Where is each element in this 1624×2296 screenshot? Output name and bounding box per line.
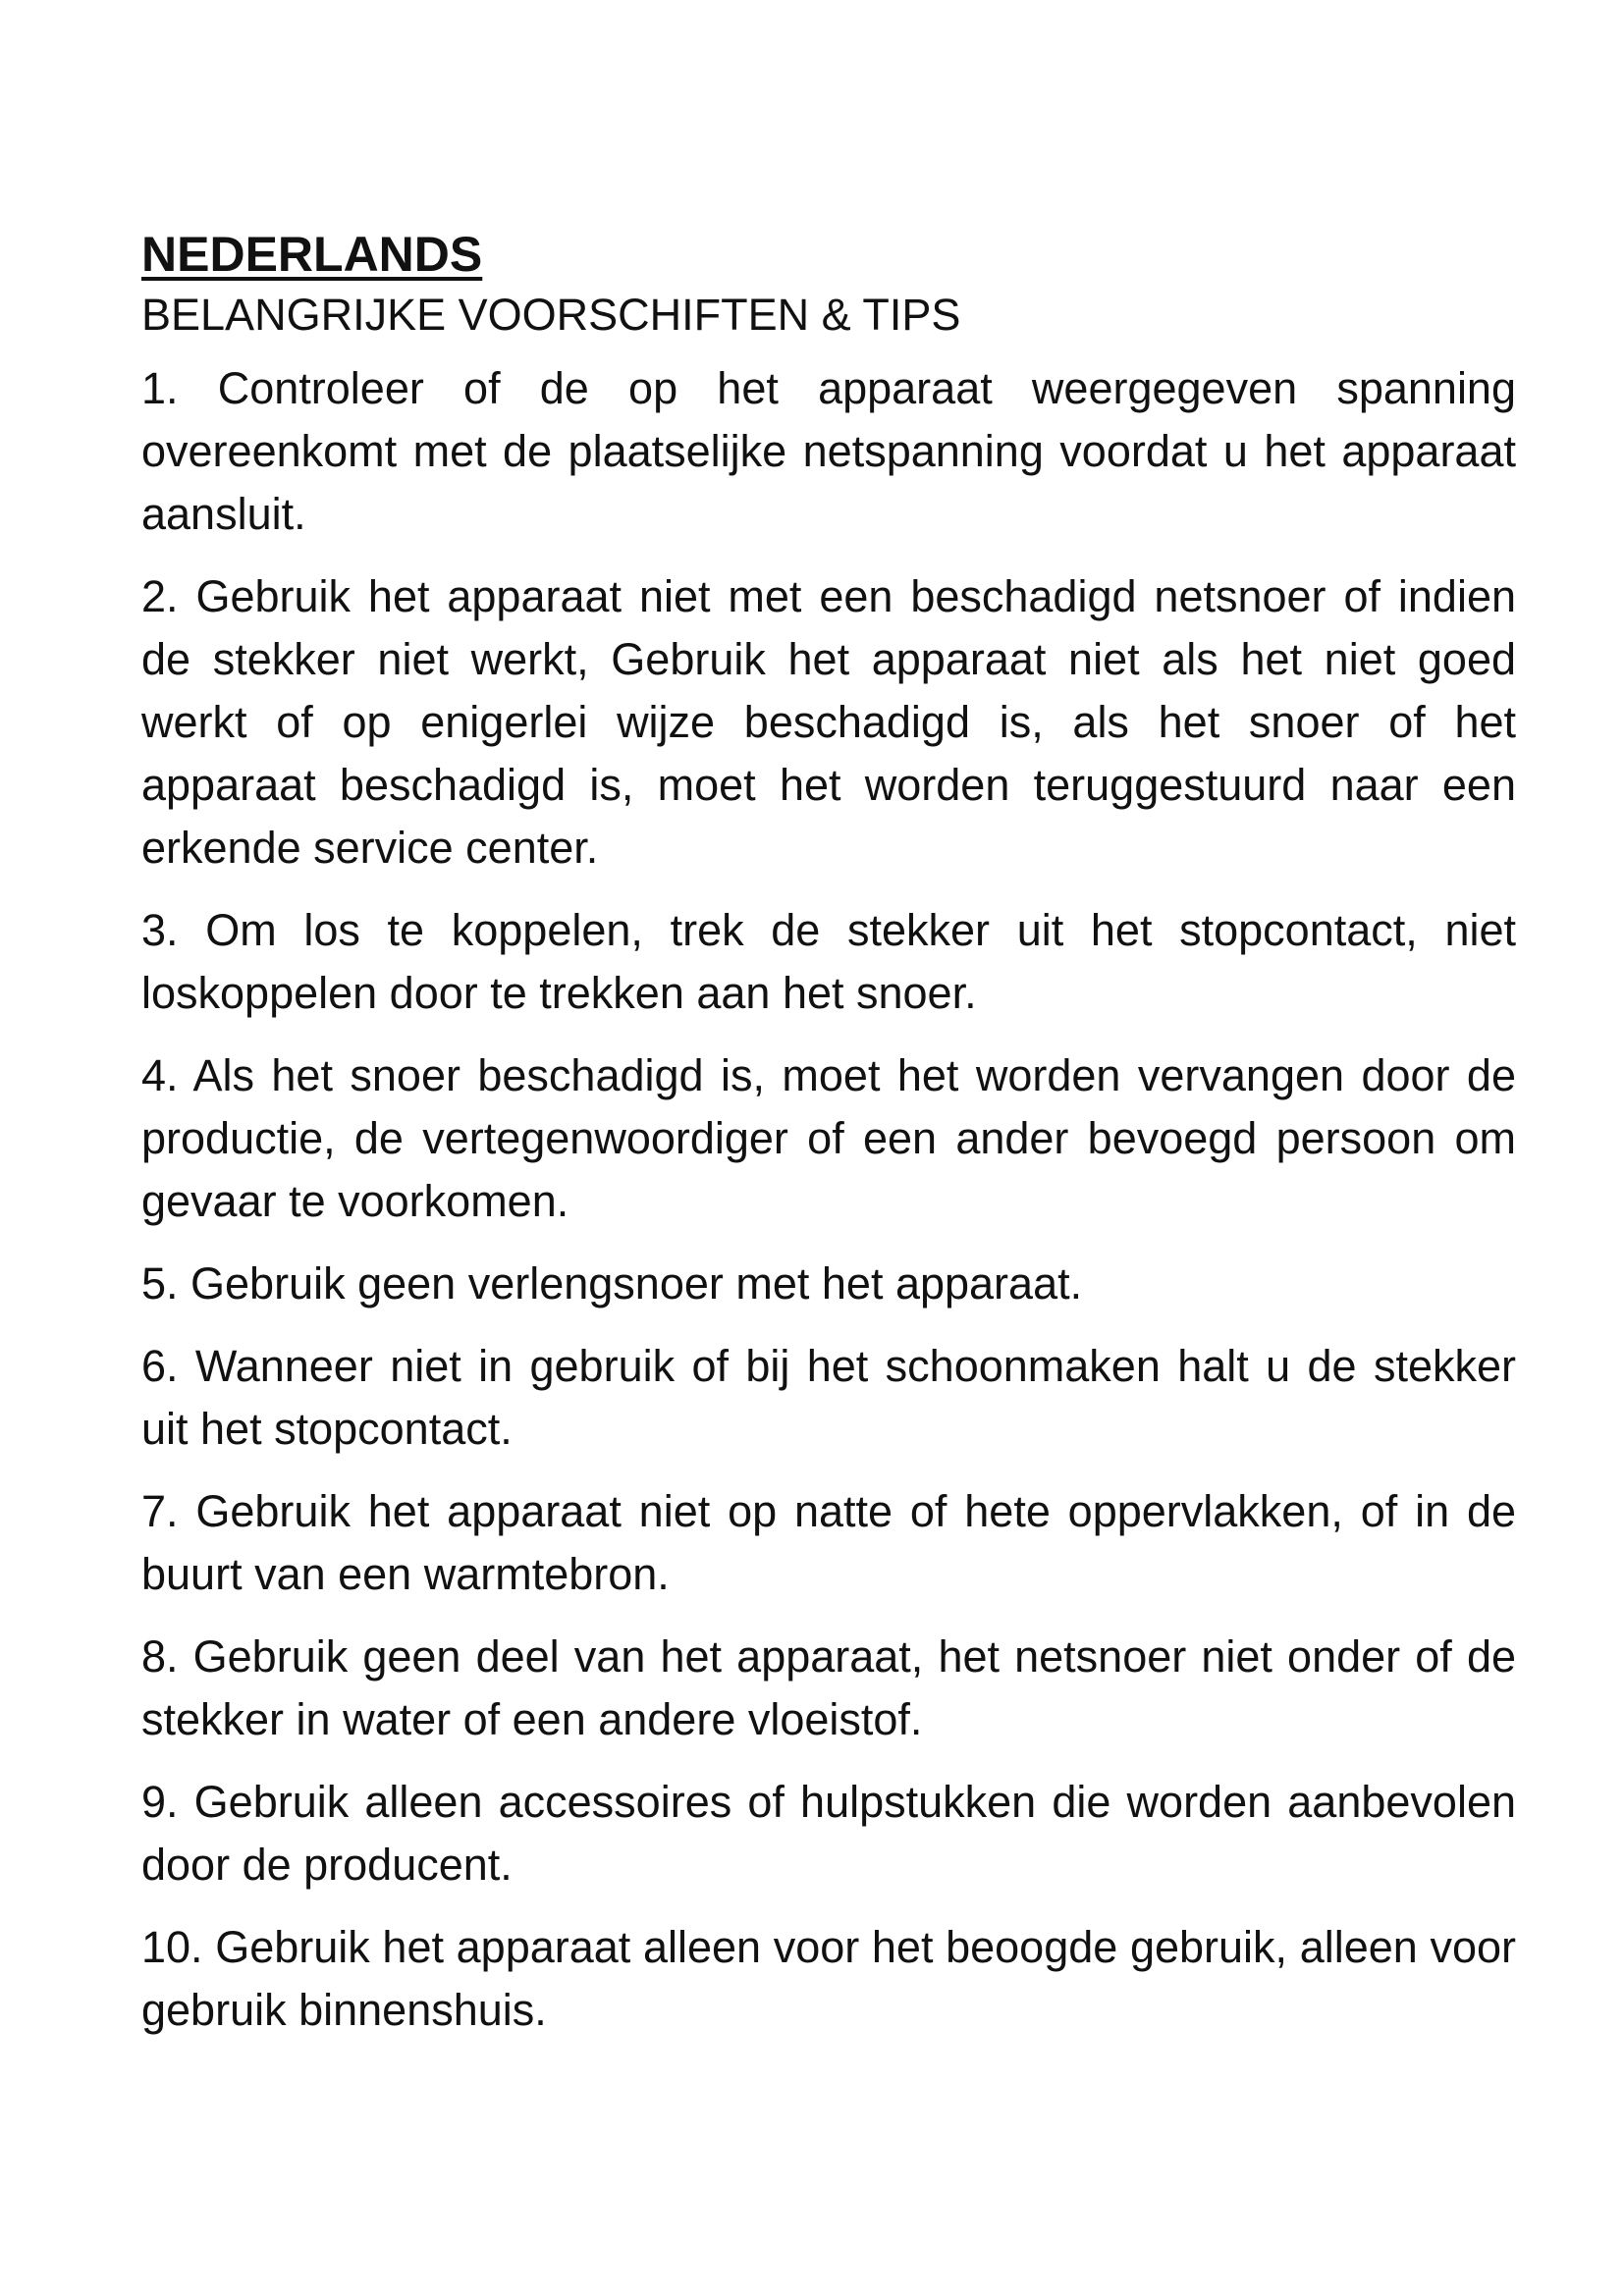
instruction-item-5: 5. Gebruik geen verlengsnoer met het apparaat.	[141, 1258, 1083, 1308]
instruction-item-9: 9. Gebruik alleen accessoires of hulpstukken die worden aanbevolen door de producent.	[141, 1777, 1516, 1890]
instruction-item-7: 7. Gebruik het apparaat niet op natte of hete oppervlakken, of in de buurt van een warmtebron.	[141, 1486, 1516, 1599]
instruction-item-2: 2. Gebruik het apparaat niet met een beschadigd netsnoer of indien de stekker niet werkt, Gebruik het apparaat niet als het niet goed werkt of op enigerlei wijze beschadigd is, als het snoer of het apparaat beschadigd is, moet het worden teruggestuurd naar een erkende service center.	[141, 571, 1516, 873]
section-subtitle: BELANGRIJKE VOORSCHIFTEN & TIPS	[141, 290, 961, 340]
instruction-item-10: 10. Gebruik het apparaat alleen voor het beoogde gebruik, alleen voor gebruik binnenshuis.	[141, 1922, 1516, 2035]
instruction-item-4: 4. Als het snoer beschadigd is, moet het worden vervangen door de productie, de vertegenwoordiger of een ander bevoegd persoon om gevaar te voorkomen.	[141, 1050, 1516, 1226]
instruction-item-8: 8. Gebruik geen deel van het apparaat, het netsnoer niet onder of de stekker in water of een andere vloeistof.	[141, 1631, 1516, 1744]
document-page	[141, 224, 1516, 2061]
instruction-item-6: 6. Wanneer niet in gebruik of bij het schoonmaken halt u de stekker uit het stopcontact.	[141, 1341, 1516, 1454]
instruction-item-1: 1. Controleer of de op het apparaat weergegeven spanning overeenkomt met de plaatselijke netspanning voordat u het apparaat aansluit.	[141, 363, 1516, 539]
language-heading: NEDERLANDS	[141, 227, 483, 282]
instruction-item-3: 3. Om los te koppelen, trek de stekker uit het stopcontact, niet loskoppelen door te trekken aan het snoer.	[141, 905, 1516, 1018]
